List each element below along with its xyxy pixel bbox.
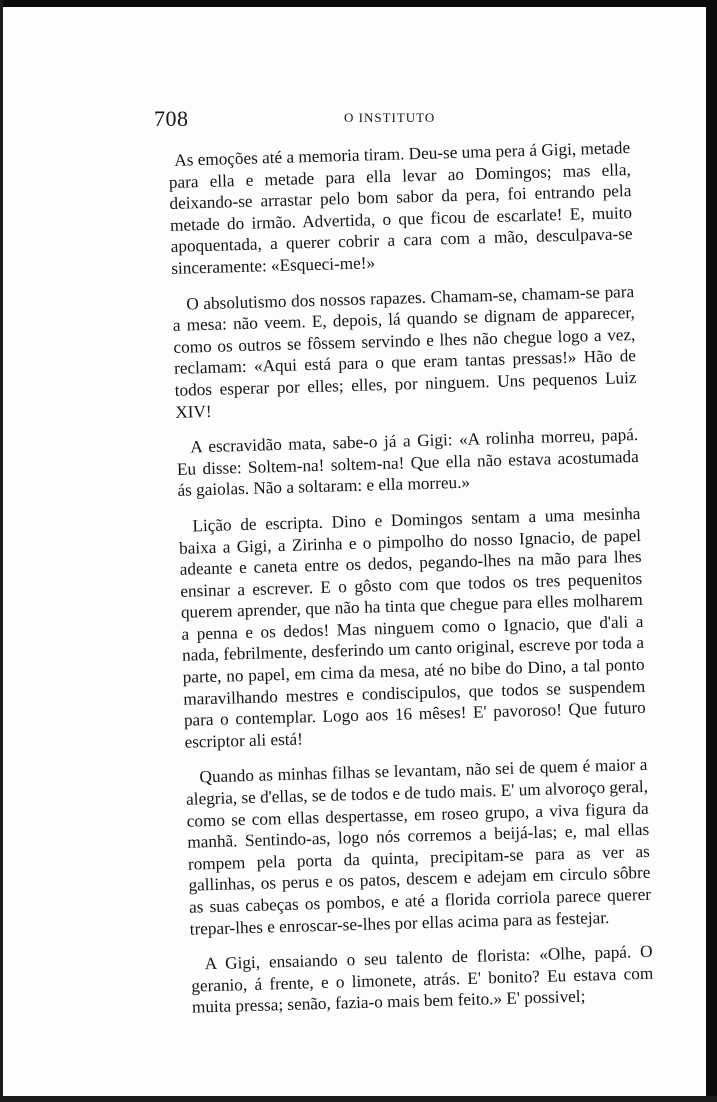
paragraph: Quando as minhas filhas se levantam, não sei de quem é maior a alegria, se d'ellas, se de todos e de tudo mais. E' um alvoroço geral, como se com ellas despertasse, em roseo grupo, a viva figura da manhã. Sentindo-as, logo nós corremos a beijá-las; e, mal ellas rompem pela porta da quinta, precipitam-se para as ver as gallinhas, os perus e os patos, descem e adejam em circulo sôbre as suas cabeças os pombos, e até a florida corriola parece querer trepar-lhes e enroscar-se-lhes por ellas acima para as festejar. xyxy=(185,755,652,939)
paragraph: O absolutismo dos nossos rapazes. Chamam-se, chamam-se para a mesa: não veem. E, depois, lá quando se dignam de apparecer, como os outros se fôssem servindo e lhes não chegue logo a vez, reclamam: «Aqui está para o que eram tantas pressas!» Hão de todos esperar por elles; elles, por ninguem. Uns pequenos Luiz XIV! xyxy=(172,281,637,422)
body-text xyxy=(168,137,654,1033)
running-title: O INSTITUTO xyxy=(344,110,436,125)
page-number: 708 xyxy=(154,106,189,131)
paragraph: Lição de escripta. Dino e Domingos sentam a uma mesinha baixa a Gigi, a Zirinha e o pimpolho do nosso Ignacio, de papel adeante e caneta entre os dedos, pegando-lhes na mão para lhes ensinar a escrever. E o gôsto com que todos os tres pequenitos querem aprender, que não ha tinta que chegue para elles molharem a penna e os dedos! Mas ninguem como o Ignacio, que d'ali a nada, febrilmente, desferindo um canto original, escreve por toda a parte, no papel, em cima da mesa, até no bibe do Dino, a tal ponto maravilhando mestres e condiscipulos, que todos se suspendem para o contemplar. Logo aos 16 mêses! E' pavoroso! Que futuro escriptor ali está! xyxy=(178,503,647,752)
paragraph: A Gigi, ensaiando o seu talento de florista: «Olhe, papá. O geranio, á frente, e o limonete, atrás. E' bonito? Eu estava com muita pressa; senão, fazia-o mais bem feito.» E' possivel; xyxy=(191,941,654,1018)
scan-edge-right xyxy=(706,0,717,1102)
paragraph: A escravidão mata, sabe-o já a Gigi: «A rolinha morreu, papá. Eu disse: Soltem-na! soltem-na! Que ella não estava acostumada ás gaiolas. Não a soltaram: e ella morreu.» xyxy=(176,425,639,501)
scan-edge-left xyxy=(0,0,3,1102)
page-header xyxy=(148,104,618,134)
scan-edge-bottom xyxy=(0,1096,717,1102)
paragraph: As emoções até a memoria tiram. Deu-se uma pera á Gigi, metade para ella e metade para ella levar ao Domingos; mas ella, deixando-se arrastar pelo bom sabor da pera, foi entrando pela metade do irmão. Advertida, o que ficou de escarlate! E, muito apoquentada, a querer cobrir a cara com a mão, desculpava-se sinceramente: «Esqueci-me!» xyxy=(168,138,633,278)
scan-edge-top xyxy=(0,0,717,7)
